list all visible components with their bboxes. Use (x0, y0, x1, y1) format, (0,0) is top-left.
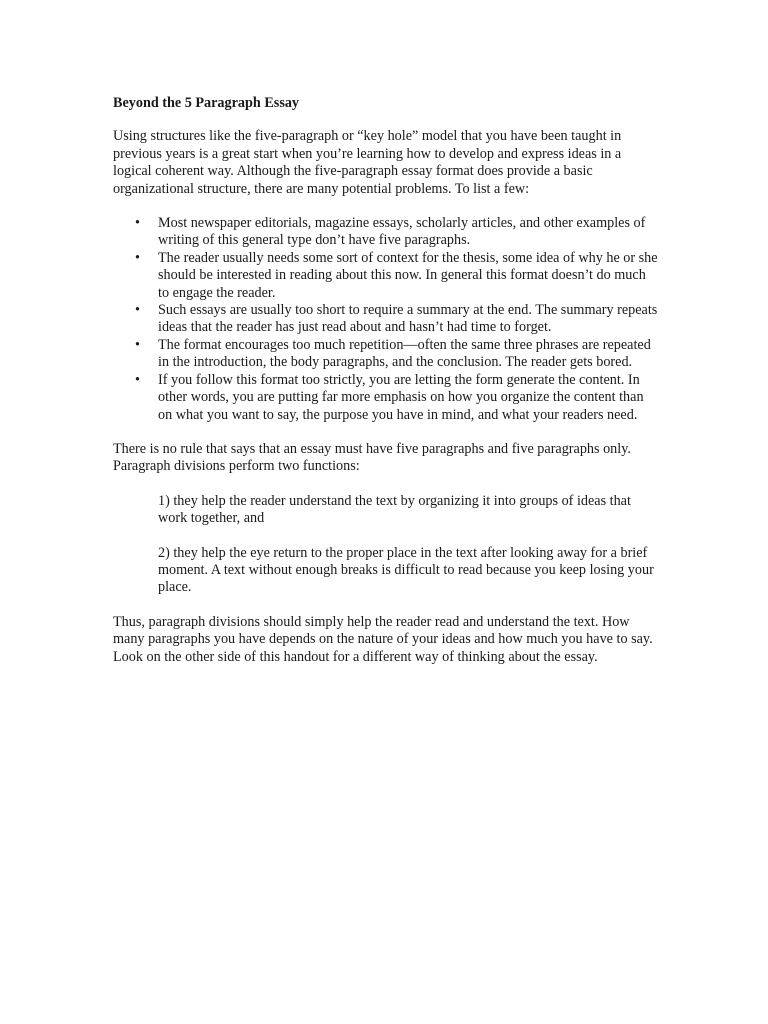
conclusion-paragraph: Thus, paragraph divisions should simply help the reader read and understand the text. How many paragraphs you have depends on the nature of your ideas and how much you have to say. Look on the other side of this handout for a different way of thinking about the essay. (113, 613, 653, 665)
list-item-text: If you follow this format too strictly, you are letting the form generate the content. In other words, you are putting far more emphasis on how you organize the content than on what you want to say, the purpose you have in mind, and what your readers need. (158, 371, 644, 423)
function-item-2: 2) they help the eye return to the proper place in the text after looking away for a brief moment. A text without enough breaks is difficult to read because you keep losing your place. (158, 544, 654, 596)
list-item (113, 302, 658, 337)
bullet-icon: • (135, 215, 140, 232)
list-item-text: Most newspaper editorials, magazine essays, scholarly articles, and other examples of writing of this general type don’t have five paragraphs. (158, 215, 646, 249)
bullet-icon: • (135, 336, 140, 353)
list-item (113, 250, 658, 302)
problems-list (113, 215, 658, 424)
rule-paragraph: There is no rule that says that an essay must have five paragraphs and five paragraphs only. Paragraph divisions perform two functions: (113, 440, 631, 475)
intro-paragraph: Using structures like the five-paragraph or “key hole” model that you have been taught in previous years is a great start when you’re learning how to develop and express ideas in a logical coherent way. Although the five-paragraph essay format does provide a basic organizational structure, there are many potential problems. To list a few: (113, 128, 622, 197)
list-item (113, 337, 658, 372)
document-title: Beyond the 5 Paragraph Essay (113, 95, 300, 111)
list-item-text: The reader usually needs some sort of context for the thesis, some idea of why he or she should be interested in reading about this now. In general this format doesn’t do much to engage the reader. (158, 249, 658, 301)
list-item-text: Such essays are usually too short to require a summary at the end. The summary repeats ideas that the reader has just read about and hasn’t had time to forget. (158, 302, 658, 336)
document-body (113, 95, 658, 683)
bullet-icon: • (135, 302, 140, 319)
bullet-icon: • (135, 249, 140, 266)
list-item-text: The format encourages too much repetition—often the same three phrases are repeated in the introduction, the body paragraphs, and the conclusion. The reader gets bored. (158, 336, 651, 371)
list-item (113, 215, 658, 250)
function-item-1: 1) they help the reader understand the text by organizing it into groups of ideas that work together, and (158, 492, 631, 527)
bullet-icon: • (135, 371, 140, 388)
list-item (113, 372, 658, 424)
